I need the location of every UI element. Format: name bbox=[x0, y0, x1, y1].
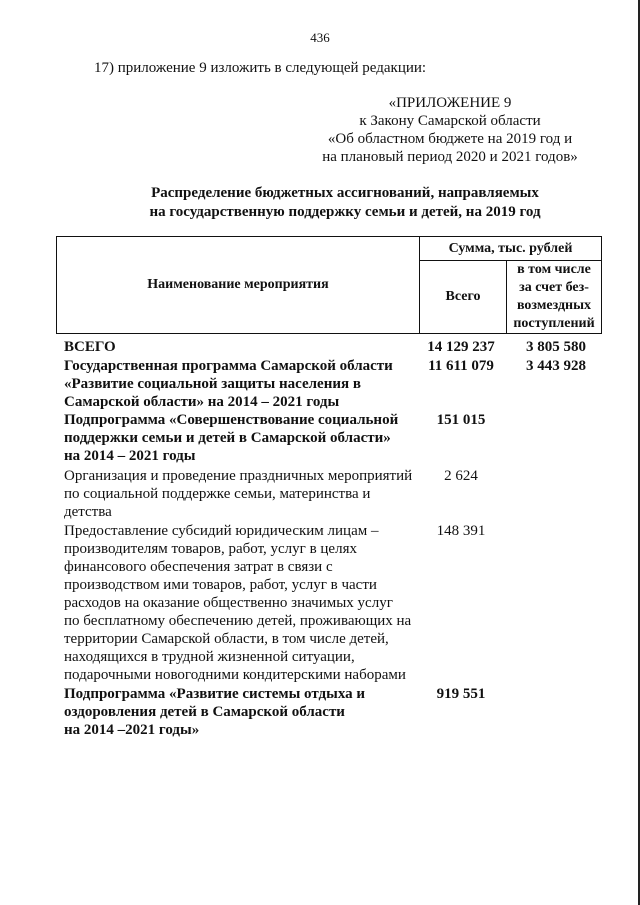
row-name: Государственная программа Самарской области «Развитие социальной защиты населения в Самарской области» на 2014 – 2021 годы bbox=[64, 358, 393, 410]
table-header bbox=[56, 236, 602, 334]
header-name: Наименование мероприятия bbox=[147, 277, 329, 292]
row-total: 919 551 bbox=[436, 686, 486, 702]
row-total: 11 611 079 bbox=[428, 358, 494, 374]
row-name: Подпрограмма «Совершенствование социальной поддержки семьи и детей в Самарской области» на 2014 – 2021 годы bbox=[64, 412, 399, 464]
appendix-heading bbox=[300, 94, 600, 166]
header-total: Всего bbox=[445, 289, 481, 304]
row-name: ВСЕГО bbox=[64, 339, 116, 355]
intro-text: 17) приложение 9 изложить в следующей редакции: bbox=[94, 60, 427, 76]
row-incl: 3 443 928 bbox=[526, 358, 586, 374]
row-total: 2 624 bbox=[444, 468, 478, 484]
row-total: 148 391 bbox=[436, 523, 486, 539]
row-incl: 3 805 580 bbox=[526, 339, 586, 355]
appendix-line-3: «Об областном бюджете на 2019 год и bbox=[327, 131, 573, 147]
row-total: 14 129 237 bbox=[427, 339, 495, 355]
header-incl: в том числе за счет без- возмездных поступлений bbox=[513, 262, 595, 331]
page-number: 436 bbox=[310, 30, 330, 45]
title-line-1: Распределение бюджетных ассигнований, направляемых bbox=[151, 185, 539, 201]
row-name: Подпрограмма «Развитие системы отдыха и оздоровления детей в Самарской области на 2014 –2021 годы» bbox=[64, 686, 366, 738]
appendix-line-4: на плановый период 2020 и 2021 годов» bbox=[322, 149, 578, 165]
header-sum: Сумма, тыс. рублей bbox=[448, 240, 573, 256]
row-total: 151 015 bbox=[436, 412, 486, 428]
row-name: Организация и проведение праздничных мероприятий по социальной поддержке семьи, материнства и детства bbox=[64, 468, 413, 520]
document-title bbox=[60, 184, 630, 222]
appendix-line-1: «ПРИЛОЖЕНИЕ 9 bbox=[388, 95, 512, 111]
appendix-line-2: к Закону Самарской области bbox=[359, 113, 541, 129]
title-line-2: на государственную поддержку семьи и детей, на 2019 год bbox=[149, 204, 541, 220]
row-name: Предоставление субсидий юридическим лицам – производителям товаров, работ, услуг в целях финансового обеспечения затрат в связи с производством ими товаров, работ, услуг в части расходов на оказание общественно значимых услуг по бесплатному обеспечению детей, проживающих на территории Самарской области, в том числе детей, находящихся в трудной жизненной ситуации, подарочными новогодними кондитерскими наборами bbox=[64, 523, 412, 683]
